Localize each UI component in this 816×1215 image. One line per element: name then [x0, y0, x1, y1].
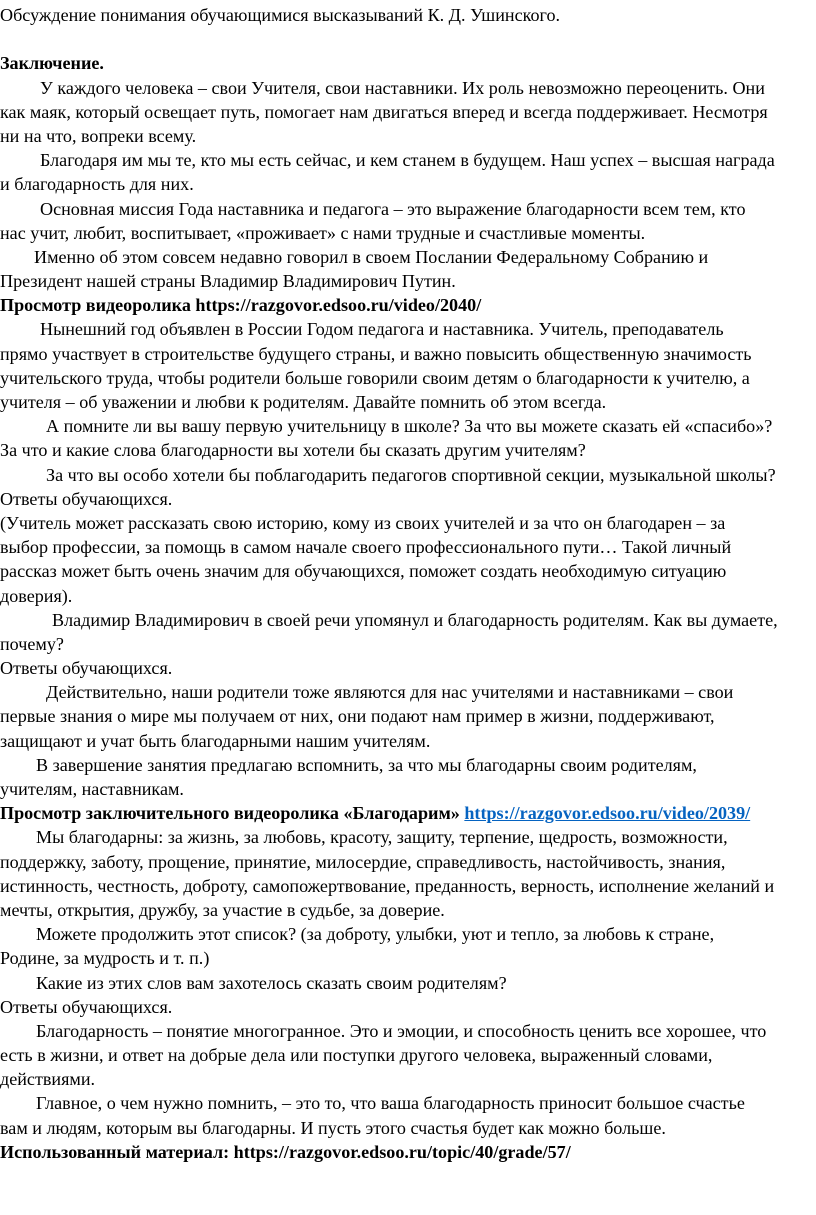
paragraph-line: поддержку, заботу, прощение, принятие, милосердие, справедливость, настойчивость, знания,	[0, 851, 726, 872]
paragraph-line: истинность, честность, доброту, самопожертвование, преданность, верность, исполнение желаний и	[0, 875, 775, 896]
final-video-line	[0, 801, 812, 825]
paragraph-line: Благодаря им мы те, кто мы есть сейчас, и кем станем в будущем. Наш успех – высшая награда	[40, 150, 775, 171]
paragraph-line: рассказ может быть очень значим для обучающихся, поможет создать необходимую ситуацию	[0, 561, 727, 582]
question-line: Можете продолжить этот список? (за доброту, улыбки, уют и тепло, за любовь к стране,	[36, 924, 715, 945]
paragraph-line: учителям, наставникам.	[0, 779, 184, 799]
paragraph-line: действиями.	[0, 1069, 96, 1090]
blank-line	[0, 27, 812, 51]
paragraph-line: учительского труда, чтобы родители больше говорили своим детям о благодарности к учителю, а	[0, 367, 750, 388]
paragraph-line: и благодарность для них.	[0, 174, 194, 195]
answers-line: Ответы обучающихся.	[0, 996, 173, 1017]
paragraph-line: Нынешний год объявлен в России Годом педагога и наставника. Учитель, преподаватель	[40, 319, 724, 340]
question-line: За что и какие слова благодарности вы хотели бы сказать другим учителям?	[0, 440, 586, 461]
paragraph-line: У каждого человека – свои Учителя, свои наставники. Их роль невозможно переоценить. Они	[40, 77, 765, 98]
paragraph-line: вам и людям, которым вы благодарны. И пусть этого счастья будет как можно больше.	[0, 1117, 666, 1138]
question-line: Какие из этих слов вам захотелось сказать своим родителям?	[36, 972, 507, 993]
paragraph-line: Благодарность – понятие многогранное. Это и эмоции, и способность ценить все хорошее, что	[36, 1020, 767, 1041]
paragraph-line: Президент нашей страны Владимир Владимирович Путин.	[0, 271, 456, 292]
paragraph-line: первые знания о мире мы получаем от них, они подают нам пример в жизни, поддерживают,	[0, 706, 715, 727]
sources-line: Использованный материал: https://razgovor.edsoo.ru/topic/40/grade/57/	[0, 1141, 571, 1162]
paragraph-line: есть в жизни, и ответ на добрые дела или поступки другого человека, выраженный словами,	[0, 1045, 713, 1066]
question-line: Родине, за мудрость и т. п.)	[0, 948, 210, 969]
question-line: Владимир Владимирович в своей речи упомянул и благодарность родителям. Как вы думаете,	[52, 609, 778, 630]
paragraph-line: Основная миссия Года наставника и педагога – это выражение благодарности всем тем, кто	[40, 198, 746, 219]
intro-line: Обсуждение понимания обучающимися высказываний К. Д. Ушинского.	[0, 5, 561, 25]
final-video-label: Просмотр заключительного видеоролика «Благодарим»	[0, 803, 460, 824]
question-line: почему?	[0, 633, 64, 654]
conclusion-heading: Заключение.	[0, 53, 104, 74]
paragraph-line: ни на что, вопреки всему.	[0, 125, 197, 146]
paragraph-line: Именно об этом совсем недавно говорил в своем Послании Федеральному Собранию и	[34, 246, 709, 267]
paragraph-line: Действительно, наши родители тоже являются для нас учителями и наставниками – свои	[46, 682, 734, 703]
final-video-link[interactable]: https://razgovor.edsoo.ru/video/2039/	[464, 803, 751, 824]
paragraph-line: (Учитель может рассказать свою историю, кому из своих учителей и за что он благодарен – за	[0, 512, 726, 533]
paragraph-line: Мы благодарны: за жизнь, за любовь, красоту, защиту, терпение, щедрость, возможности,	[36, 827, 728, 848]
paragraph-line: доверия).	[0, 585, 73, 606]
paragraph-line: учителя – об уважении и любви к родителям. Давайте помнить об этом всегда.	[0, 392, 607, 412]
paragraph-line: В завершение занятия предлагаю вспомнить, за что мы благодарны своим родителям,	[36, 754, 697, 775]
paragraph-line: нас учит, любит, воспитывает, «проживает» с нами трудные и счастливые моменты.	[0, 222, 646, 243]
question-line: А помните ли вы вашу первую учительницу в школе? За что вы можете сказать ей «спасибо»?	[46, 416, 773, 437]
paragraph-line: как маяк, который освещает путь, помогает нам двигаться вперед и всегда поддерживает. Несмотря	[0, 101, 768, 122]
paragraph-line: мечты, открытия, дружбу, за участие в судьбе, за доверие.	[0, 899, 445, 920]
answers-line: Ответы обучающихся.	[0, 488, 173, 509]
paragraph-line: выбор профессии, за помощь в самом начале своего профессионального пути… Такой личный	[0, 537, 732, 558]
answers-line: Ответы обучающихся.	[0, 658, 173, 679]
paragraph-line: Главное, о чем нужно помнить, – это то, что ваша благодарность приносит большое счастье	[36, 1093, 745, 1114]
paragraph-line: защищают и учат быть благодарными нашим учителям.	[0, 730, 431, 751]
video-heading: Просмотр видеоролика https://razgovor.edsoo.ru/video/2040/	[0, 295, 482, 316]
paragraph-line: прямо участвует в строительстве будущего страны, и важно повысить общественную значимость	[0, 343, 752, 364]
question-line: За что вы особо хотели бы поблагодарить педагогов спортивной секции, музыкальной школы?	[46, 464, 776, 485]
